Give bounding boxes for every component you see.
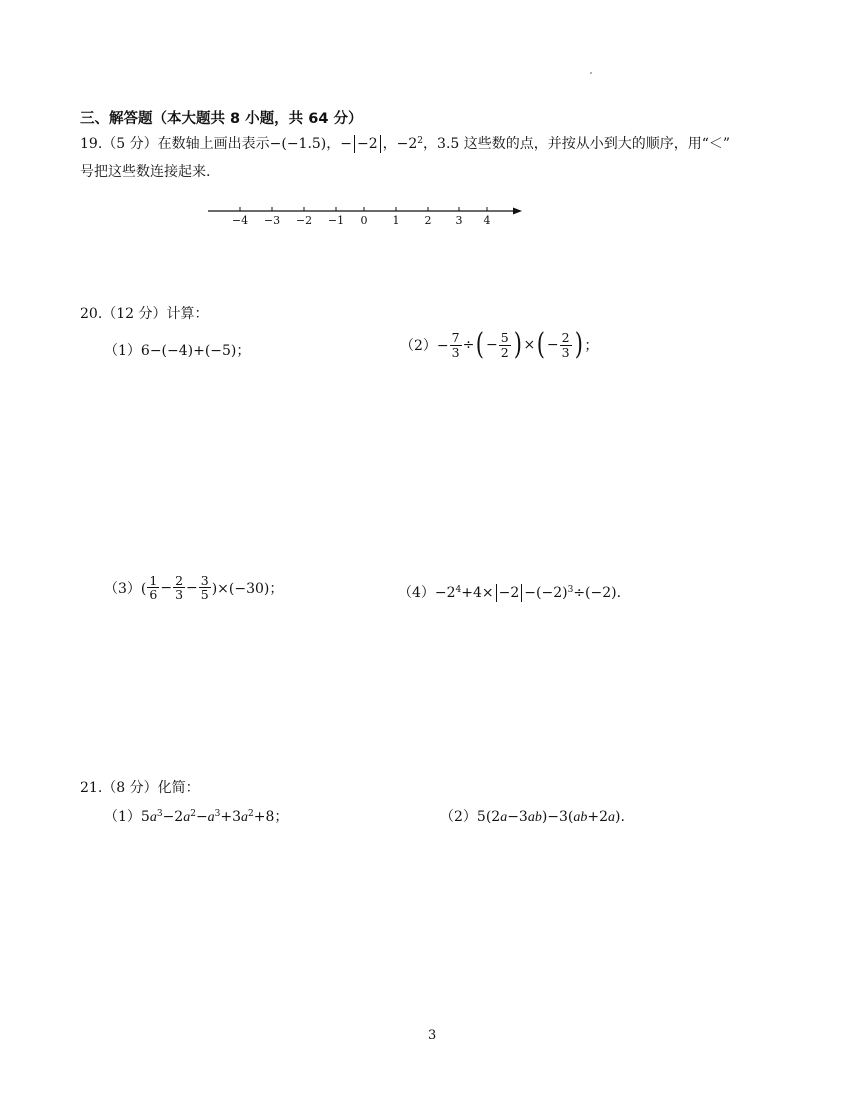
var-a: a [183,810,191,825]
q21-part2 [440,806,625,826]
number-line-arrow-icon [513,208,522,215]
paren-right: ) [574,327,583,362]
divide-sign: ÷ [462,337,475,353]
var-ab: ab [573,810,588,825]
var-a: a [241,810,249,825]
minus-sign: − [186,579,198,596]
fraction: $\frac{2}{3}$ [175,573,184,603]
number-line-tick-label: −3 [263,214,281,227]
fraction: $\frac{5}{2}$ [500,330,509,360]
term: −2 [162,809,184,825]
number-line-tick-label: 0 [360,214,368,227]
number-line-tick-label: 1 [392,214,400,227]
fraction: $\frac{1}{6}$ [149,573,158,603]
q20-header: 20.（12 分）计算： [80,306,209,322]
q20-p2-label: （2）− [400,338,449,354]
section-title: 三、解答题（本大题共 8 小题，共 64 分） [80,111,363,127]
q20-p4-prefix: （4）−2 [398,585,456,601]
exponent: 2 [248,809,254,819]
q20-p4-abs: −2 [498,585,520,601]
number-line-tick-label: −1 [327,214,345,227]
term: +8； [253,809,289,825]
exponent: 3 [567,585,574,595]
minus-sign: − [486,337,498,353]
q20-part4 [398,582,621,602]
term: −3 [507,809,528,825]
exponent: 3 [214,809,221,819]
term: +3 [220,809,242,825]
page-number: 3 [428,1028,437,1043]
minus-sign: − [160,579,173,596]
paren-left: ( [476,327,485,362]
q20-p4-end: ÷(−2). [573,585,622,601]
var-a: a [149,810,157,825]
q20-p3-label: （3）( [104,580,147,597]
fraction: $\frac{2}{3}$ [561,330,570,360]
q21-header: 21.（8 分）化简： [80,780,200,796]
exponent: 4 [455,585,462,595]
term: +2 [587,809,609,825]
q19-mid: ，−2 [382,136,418,152]
q20-p3-end: )×(−30)； [211,580,284,597]
q19-line1 [80,133,730,153]
q21-p2-label: （2）5(2 [440,809,501,825]
term: )−3( [541,809,574,825]
abs-bar-right [380,135,381,153]
var-ab: ab [527,810,542,825]
var-a: a [207,810,215,825]
fraction: $\frac{7}{3}$ [451,330,460,360]
exponent: 3 [156,809,163,819]
q19-suffix: ，3.5 这些数的点，并按从小到大的顺序，用“＜” [423,136,731,152]
q20-part3 [104,574,283,601]
fraction: $\frac{3}{5}$ [200,573,209,603]
q19-exp: 2 [417,136,424,146]
paren-left: ( [536,327,546,362]
q20-part2 [400,327,599,362]
times-sign: × [523,337,536,353]
term: − [195,809,208,825]
number-line-tick-label: 3 [455,214,463,227]
paren-right: ) [513,327,522,362]
number-line-tick-label: −4 [231,214,249,227]
q21-p1-label: （1）5 [104,809,150,825]
number-line-tick-label: −2 [295,214,313,227]
q19-abs-value: −2 [357,136,378,152]
number-line [200,200,530,232]
abs-bar-right [521,584,522,602]
minus-sign: − [546,337,559,353]
term: ). [615,809,625,825]
var-a: a [500,810,508,825]
q19-line2: 号把这些数连接起来. [80,164,211,180]
q20-p4-mid2: −(−2) [524,585,568,601]
number-line-tick-label: 4 [483,214,491,227]
var-a: a [608,810,616,825]
scan-dot [590,72,592,74]
q21-part1 [104,806,288,826]
abs-bar-left [496,584,497,602]
q20-part1: （1）6−(−4)+(−5)； [104,343,251,359]
q19-prefix: 19.（5 分）在数轴上画出表示−(−1.5)，− [80,136,353,152]
number-line-tick-label: 2 [424,214,432,227]
abs-bar-left [354,135,355,153]
semicolon: ； [584,338,599,354]
exponent: 2 [190,809,196,819]
q20-p4-mid: +4× [461,585,494,601]
